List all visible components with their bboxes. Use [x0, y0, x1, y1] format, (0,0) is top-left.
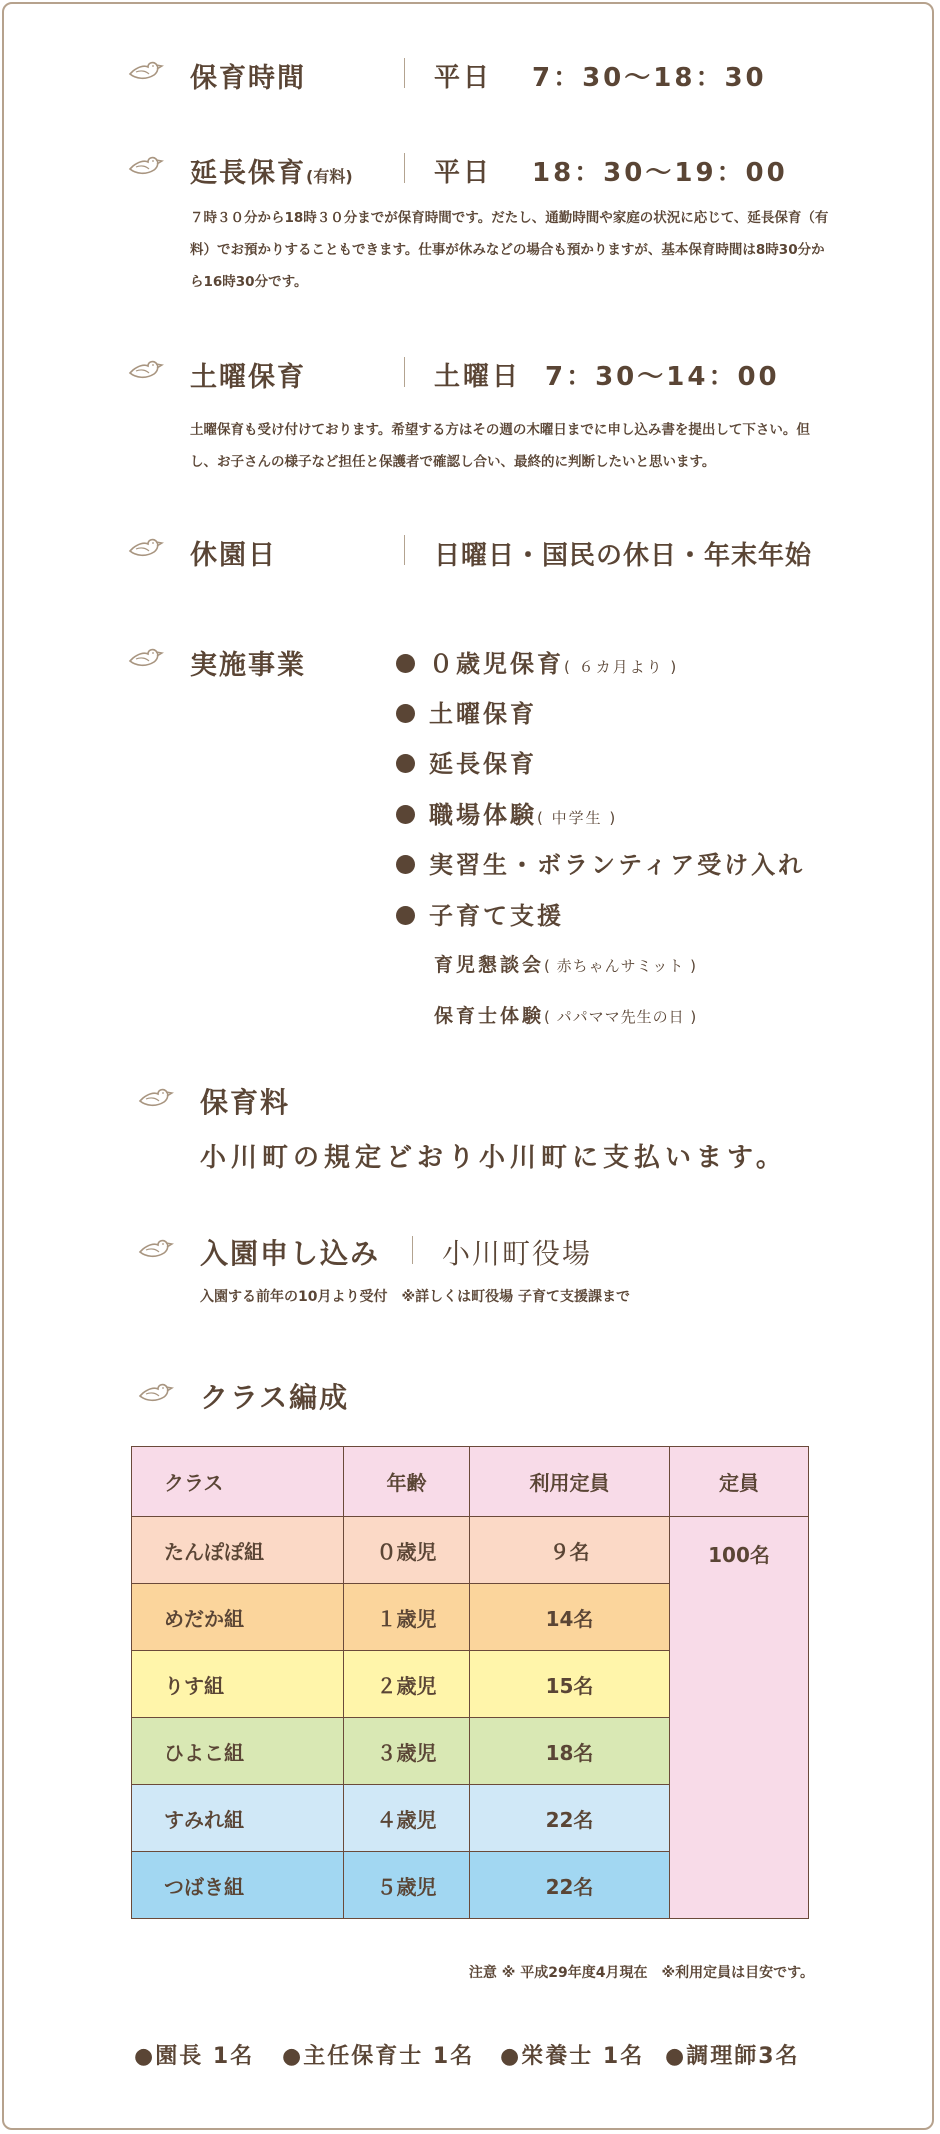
- service-sub-item: 保育士体験( パパママ先生の日 ): [434, 1005, 698, 1027]
- class-capacity: 14名: [470, 1584, 670, 1651]
- class-capacity: 15名: [470, 1651, 670, 1718]
- closed-days-value: 日曜日・国民の休日・年末年始: [434, 541, 813, 571]
- service-item: 土曜保育: [396, 694, 537, 729]
- fee-title: 保育料: [200, 1086, 291, 1119]
- class-age: ２歳児: [344, 1651, 470, 1718]
- bullet-icon: [396, 855, 415, 874]
- class-age: ４歳児: [344, 1785, 470, 1852]
- table-row: [132, 1517, 809, 1584]
- application-note: 入園する前年の10月より受付 ※詳しくは町役場 子育て支援課まで: [200, 1289, 630, 1305]
- header-usage-capacity: 利用定員: [470, 1447, 670, 1517]
- bird-icon: [127, 536, 165, 562]
- table-header-row: [132, 1447, 809, 1517]
- service-item: 延長保育: [396, 744, 537, 779]
- header-age: 年齢: [344, 1447, 470, 1517]
- service-item: 子育て支援: [396, 896, 564, 931]
- class-name: つばき組: [132, 1852, 344, 1919]
- service-item: 職場体験( 中学生 ): [396, 795, 617, 830]
- bird-icon: [127, 154, 165, 180]
- staff-cook: ●調理師3名: [665, 2044, 800, 2069]
- divider: [404, 535, 405, 565]
- application-place: 小川町役場: [442, 1237, 593, 1270]
- fee-text: 小川町の規定どおり小川町に支払います。: [200, 1143, 787, 1173]
- class-age: ５歳児: [344, 1852, 470, 1919]
- class-name: めだか組: [132, 1584, 344, 1651]
- bullet-icon: [396, 805, 415, 824]
- staff-nutritionist: ●栄養士 1名: [500, 2044, 645, 2069]
- regular-hours-day: 平日: [434, 63, 493, 93]
- class-capacity: 18名: [470, 1718, 670, 1785]
- classes-title: クラス編成: [200, 1381, 350, 1414]
- regular-hours-title: 保育時間: [190, 63, 306, 94]
- class-name: たんぽぽ組: [132, 1517, 344, 1584]
- class-name: ひよこ組: [132, 1718, 344, 1785]
- bird-icon: [127, 646, 165, 672]
- table-footnote: 注意 ※ 平成29年度4月現在 ※利用定員は目安です。: [468, 1965, 814, 1981]
- closed-days-title: 休園日: [190, 540, 277, 571]
- class-table: [131, 1446, 809, 1919]
- saturday-care-note: 土曜保育も受け付けております。希望する方はその週の木曜日までに申し込み書を提出して下さい。但し、お子さんの様子など担任と保護者で確認し合い、最終的に判断したいと思います。: [190, 422, 810, 470]
- bird-icon: [137, 1381, 175, 1407]
- bullet-icon: [396, 654, 415, 673]
- bullet-icon: [396, 704, 415, 723]
- divider: [404, 153, 405, 183]
- class-capacity: 22名: [470, 1852, 670, 1919]
- staff-head-teacher: ●主任保育士 1名: [282, 2044, 475, 2069]
- bird-icon: [137, 1086, 175, 1112]
- class-capacity: ９名: [470, 1517, 670, 1584]
- saturday-care-title: 土曜保育: [190, 362, 306, 393]
- service-item: ０歳児保育( ６カ月より ): [396, 644, 678, 679]
- bullet-icon: [396, 906, 415, 925]
- class-name: りす組: [132, 1651, 344, 1718]
- extended-care-time: 18：30〜19：00: [532, 158, 788, 188]
- service-sub-item: 育児懇談会( 赤ちゃんサミット ): [434, 954, 697, 976]
- saturday-care-time: 7：30〜14：00: [545, 362, 780, 392]
- class-name: すみれ組: [132, 1785, 344, 1852]
- staff-director: ●園長 1名: [134, 2044, 255, 2069]
- application-title: 入園申し込み: [200, 1237, 381, 1270]
- bullet-icon: [396, 754, 415, 773]
- class-age: ３歳児: [344, 1718, 470, 1785]
- header-class: クラス: [132, 1447, 344, 1517]
- bird-icon: [127, 59, 165, 85]
- class-age: １歳児: [344, 1584, 470, 1651]
- divider: [404, 58, 405, 88]
- regular-hours-time: 7：30〜18：30: [532, 63, 767, 93]
- bird-icon: [127, 358, 165, 384]
- extended-care-note: ７時３０分から18時３０分までが保育時間です。だたし、通勤時間や家庭の状況に応じて、延長保育（有料）でお預かりすることもできます。仕事が休みなどの場合も預かりますが、基本保育時間は8時30分から16時30分です。: [190, 210, 829, 290]
- bird-icon: [137, 1237, 175, 1263]
- saturday-care-day: 土曜日: [434, 362, 522, 392]
- extended-care-title: 延長保育(有料): [190, 158, 353, 189]
- class-capacity: 22名: [470, 1785, 670, 1852]
- header-capacity: 定員: [670, 1447, 809, 1517]
- service-item: 実習生・ボランティア受け入れ: [396, 845, 805, 880]
- class-age: ０歳児: [344, 1517, 470, 1584]
- services-title: 実施事業: [190, 650, 306, 681]
- divider: [404, 357, 405, 387]
- total-capacity: 100名: [670, 1517, 809, 1919]
- divider: [412, 1236, 413, 1264]
- extended-care-day: 平日: [434, 158, 493, 188]
